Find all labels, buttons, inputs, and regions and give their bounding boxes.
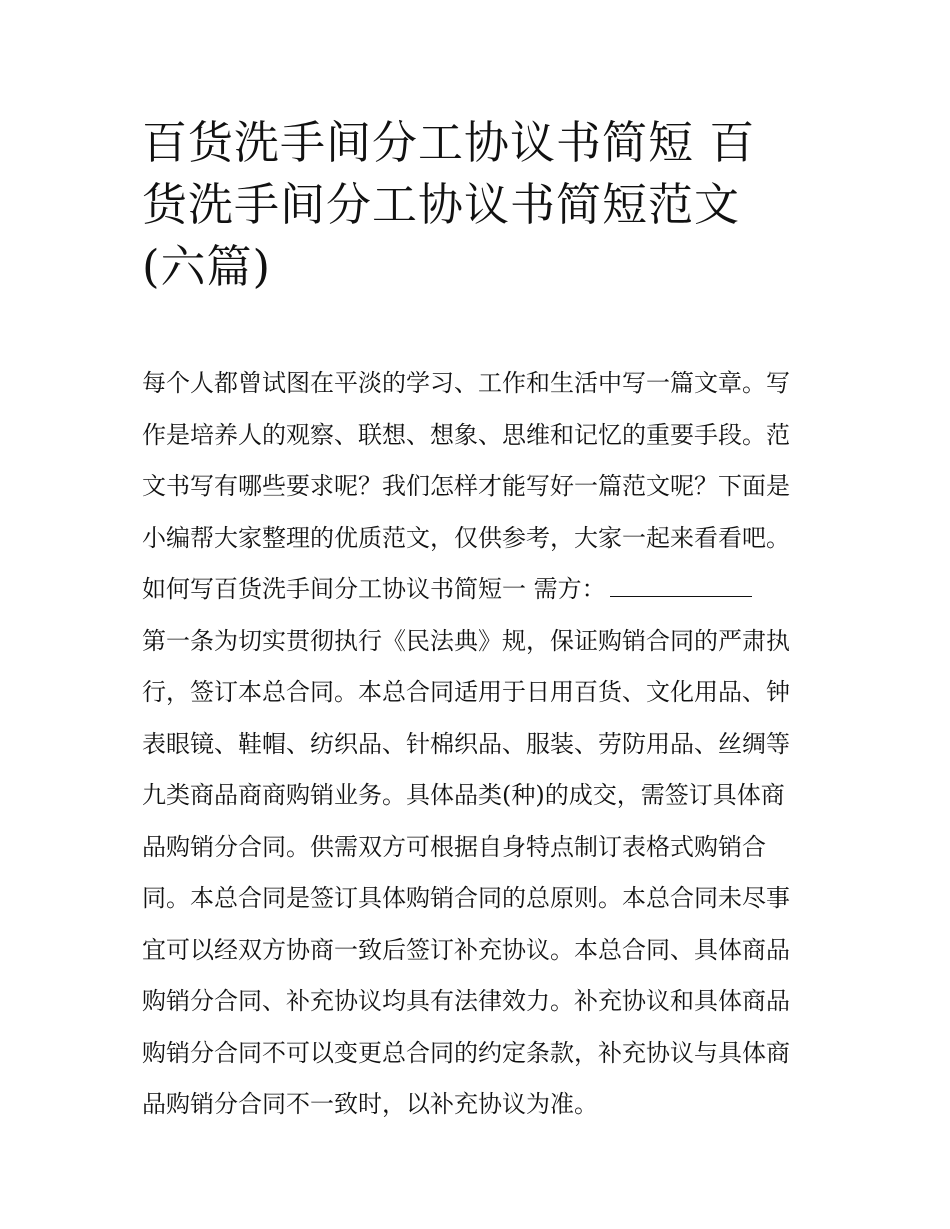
body-line: 购销分合同、补充协议均具有法律效力。补充协议和具体商品 (142, 987, 790, 1015)
body-line: 同。本总合同是签订具体购销合同的总原则。本总合同未尽事 (142, 884, 790, 912)
body-line-with-blank (142, 564, 832, 616)
body-line: 品购销分合同不一致时，以补充协议为准。 (142, 1090, 598, 1118)
body-line: 行，签订本总合同。本总合同适用于日用百货、文化用品、钟 (142, 678, 790, 706)
body-line: 每个人都曾试图在平淡的学习、工作和生活中写一篇文章。写 (142, 369, 790, 397)
body-line: 九类商品商商购销业务。具体品类(种)的成交，需签订具体商 (142, 781, 785, 809)
body-line-text: 如何写百货洗手间分工协议书简短一 需方： (142, 575, 606, 603)
fill-in-blank (610, 576, 752, 597)
body-line: 小编帮大家整理的优质范文，仅供参考，大家一起来看看吧。 (142, 523, 790, 552)
body-line: 文书写有哪些要求呢？我们怎样才能写好一篇范文呢？下面是 (142, 472, 790, 500)
body-line: 作是培养人的观察、联想、想象、思维和记忆的重要手段。范 (142, 420, 790, 449)
title-line: 货洗手间分工协议书简短范文 (142, 178, 741, 231)
document-title (142, 112, 832, 298)
body-line: 品购销分合同。供需双方可根据自身特点制订表格式购销合 (142, 832, 766, 861)
title-line: 百货洗手间分工协议书简短 百 (142, 116, 756, 169)
body-line: 第一条为切实贯彻执行《民法典》规，保证购销合同的严肃执 (142, 626, 790, 655)
body-line: 表眼镜、鞋帽、纺织品、针棉织品、服装、劳防用品、丝绸等 (142, 729, 790, 758)
body-line: 购销分合同不可以变更总合同的约定条款，补充协议与具体商 (142, 1038, 790, 1067)
document-body (142, 358, 832, 1131)
title-line: (六篇) (142, 240, 272, 293)
body-line: 宜可以经双方协商一致后签订补充协议。本总合同、具体商品 (142, 935, 790, 964)
